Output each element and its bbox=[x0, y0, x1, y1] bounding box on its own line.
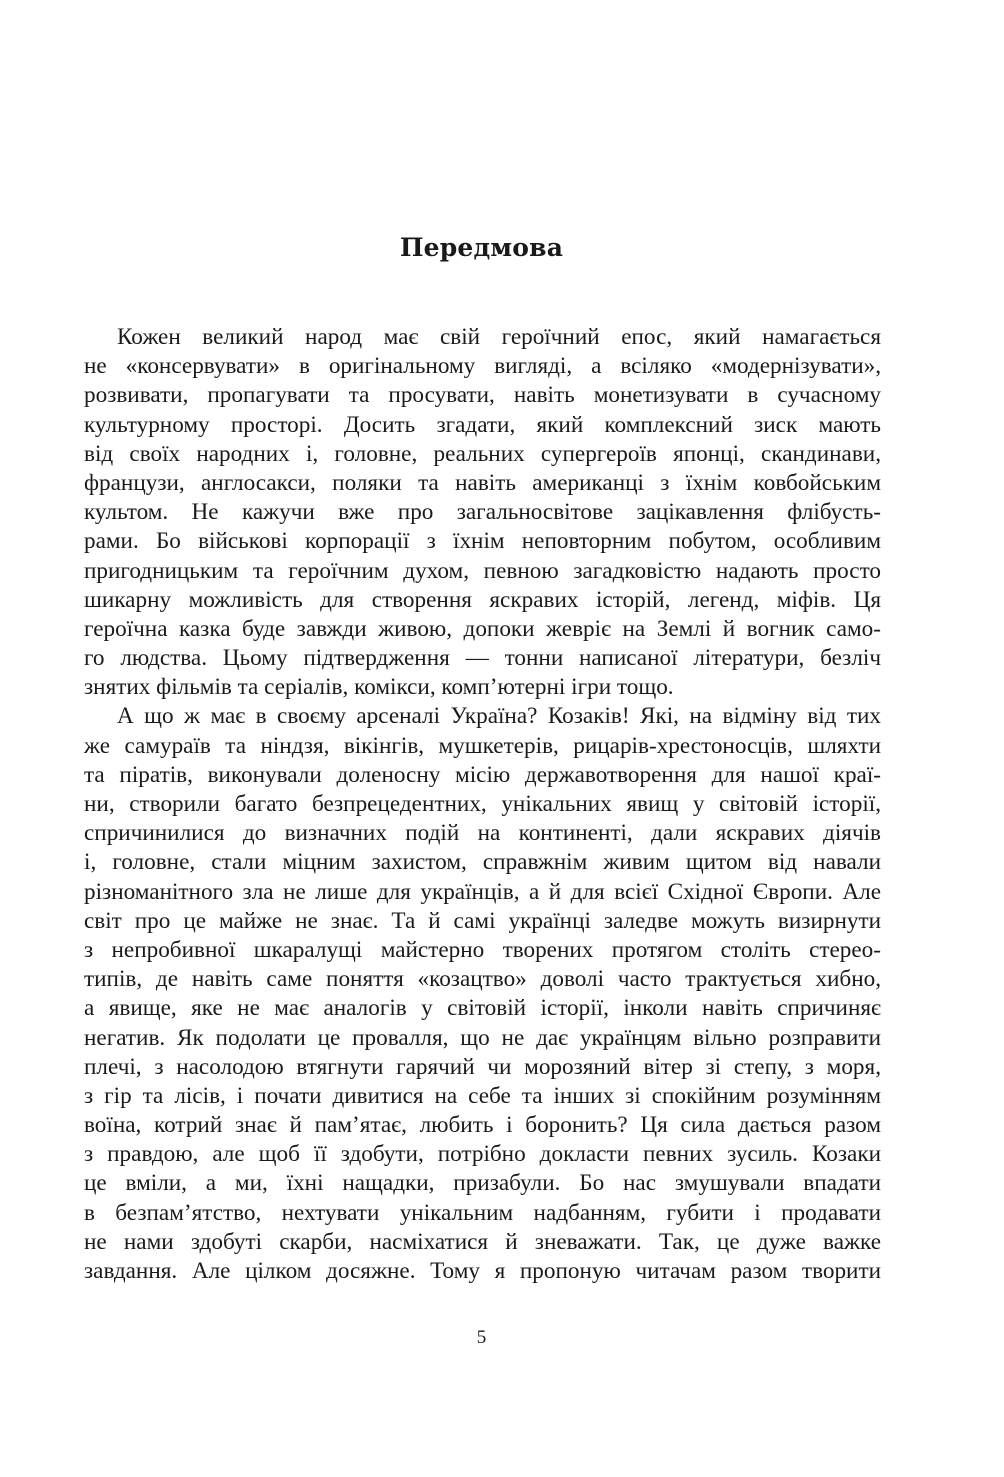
text-line: го людства. Цьому підтвердження — тонни написаної літератури, безліч bbox=[84, 645, 881, 672]
text-line: рами. Бо військові корпорації з їхнім неповторним побутом, особливим bbox=[84, 528, 881, 555]
paragraph bbox=[84, 702, 881, 1286]
text-line: героїчна казка буде завжди живою, допоки жевріє на Землі й вогник само- bbox=[84, 615, 881, 642]
text-line: не «консервувати» в оригінальному вигляді, а всіляко «модернізувати», bbox=[84, 353, 881, 380]
text-line: розвивати, пропагувати та просувати, навіть монетизувати в сучасному bbox=[84, 382, 881, 409]
text-line: культом. Не кажучи вже про загальносвітове зацікавлення флібусть- bbox=[84, 499, 881, 526]
text-line: воїна, котрий знає й пам’ятає, любить і боронить? Ця сила дається разом bbox=[84, 1112, 881, 1139]
text-line: культурному просторі. Досить згадати, який комплексний зиск мають bbox=[84, 411, 881, 438]
page-number: 5 bbox=[476, 1327, 487, 1348]
text-line: негатив. Як подолати це провалля, що не дає українцям вільно розправити bbox=[84, 1024, 881, 1051]
text-line: і, головне, стали міцним захистом, справжнім живим щитом від навали bbox=[84, 849, 881, 876]
text-line: знятих фільмів та серіалів, комікси, комп’ютерні ігри тощо. bbox=[84, 674, 674, 701]
text-line: спричинилися до визначних подій на континенті, дали яскравих діячів bbox=[84, 820, 881, 847]
text-line: від своїх народних і, головне, реальних супергероїв японці, скандинави, bbox=[84, 440, 881, 467]
text-line: Кожен великий народ має свій героїчний епос, який намагається bbox=[117, 324, 881, 350]
text-line: це вміли, а ми, їхні нащадки, призабули. Бо нас змушували впадати bbox=[84, 1170, 881, 1197]
text-line: не нами здобуті скарби, насміхатися й зневажати. Так, це дуже важке bbox=[84, 1228, 881, 1255]
text-line: же самураїв та ніндзя, вікінгів, мушкетерів, рицарів-хрестоносців, шляхти bbox=[84, 732, 881, 759]
text-line: шикарну можливість для створення яскравих історій, легенд, міфів. Ця bbox=[84, 586, 881, 613]
text-line: з непробивної шкаралущі майстерно творених протягом століть стерео- bbox=[84, 936, 881, 963]
text-line: з правдою, але щоб її здобути, потрібно докласти певних зусиль. Козаки bbox=[84, 1141, 881, 1168]
text-line: та піратів, виконували доленосну місію державотворення для нашої краї- bbox=[84, 761, 881, 788]
text-line: французи, англосакси, поляки та навіть американці з їхнім ковбойським bbox=[84, 469, 881, 496]
text-line: завдання. Але цілком досяжне. Тому я пропоную читачам разом творити bbox=[84, 1258, 881, 1284]
text-line: А що ж має в своєму арсеналі Україна? Козаків! Які, на відміну від тих bbox=[117, 703, 881, 730]
text-line: різноманітного зла не лише для українців, а й для всієї Східної Європи. Але bbox=[84, 878, 881, 905]
text-line: типів, де навіть саме поняття «козацтво» доволі часто трактується хибно, bbox=[84, 966, 881, 993]
text-line: ни, створили багато безпрецедентних, унікальних явищ у світовій історії, bbox=[84, 791, 881, 817]
body-text bbox=[84, 323, 881, 1286]
paragraph bbox=[84, 323, 881, 702]
text-line: в безпам’ятство, нехтувати унікальним надбанням, губити і продавати bbox=[84, 1199, 881, 1226]
page-title: Передмова bbox=[399, 233, 564, 262]
text-line: а явище, яке не має аналогів у світовій історії, інколи навіть спричиняє bbox=[84, 995, 881, 1022]
text-line: пригодницьким та героїчним духом, певною загадковістю надають просто bbox=[84, 557, 881, 584]
text-line: з гір та лісів, і почати дивитися на себе та інших зі спокійним розумінням bbox=[84, 1082, 881, 1109]
text-line: плечі, з насолодою втягнути гарячий чи морозяний вітер зі степу, з моря, bbox=[84, 1053, 881, 1080]
text-line: світ про це майже не знає. Та й самі українці заледве можуть визирнути bbox=[84, 907, 881, 934]
